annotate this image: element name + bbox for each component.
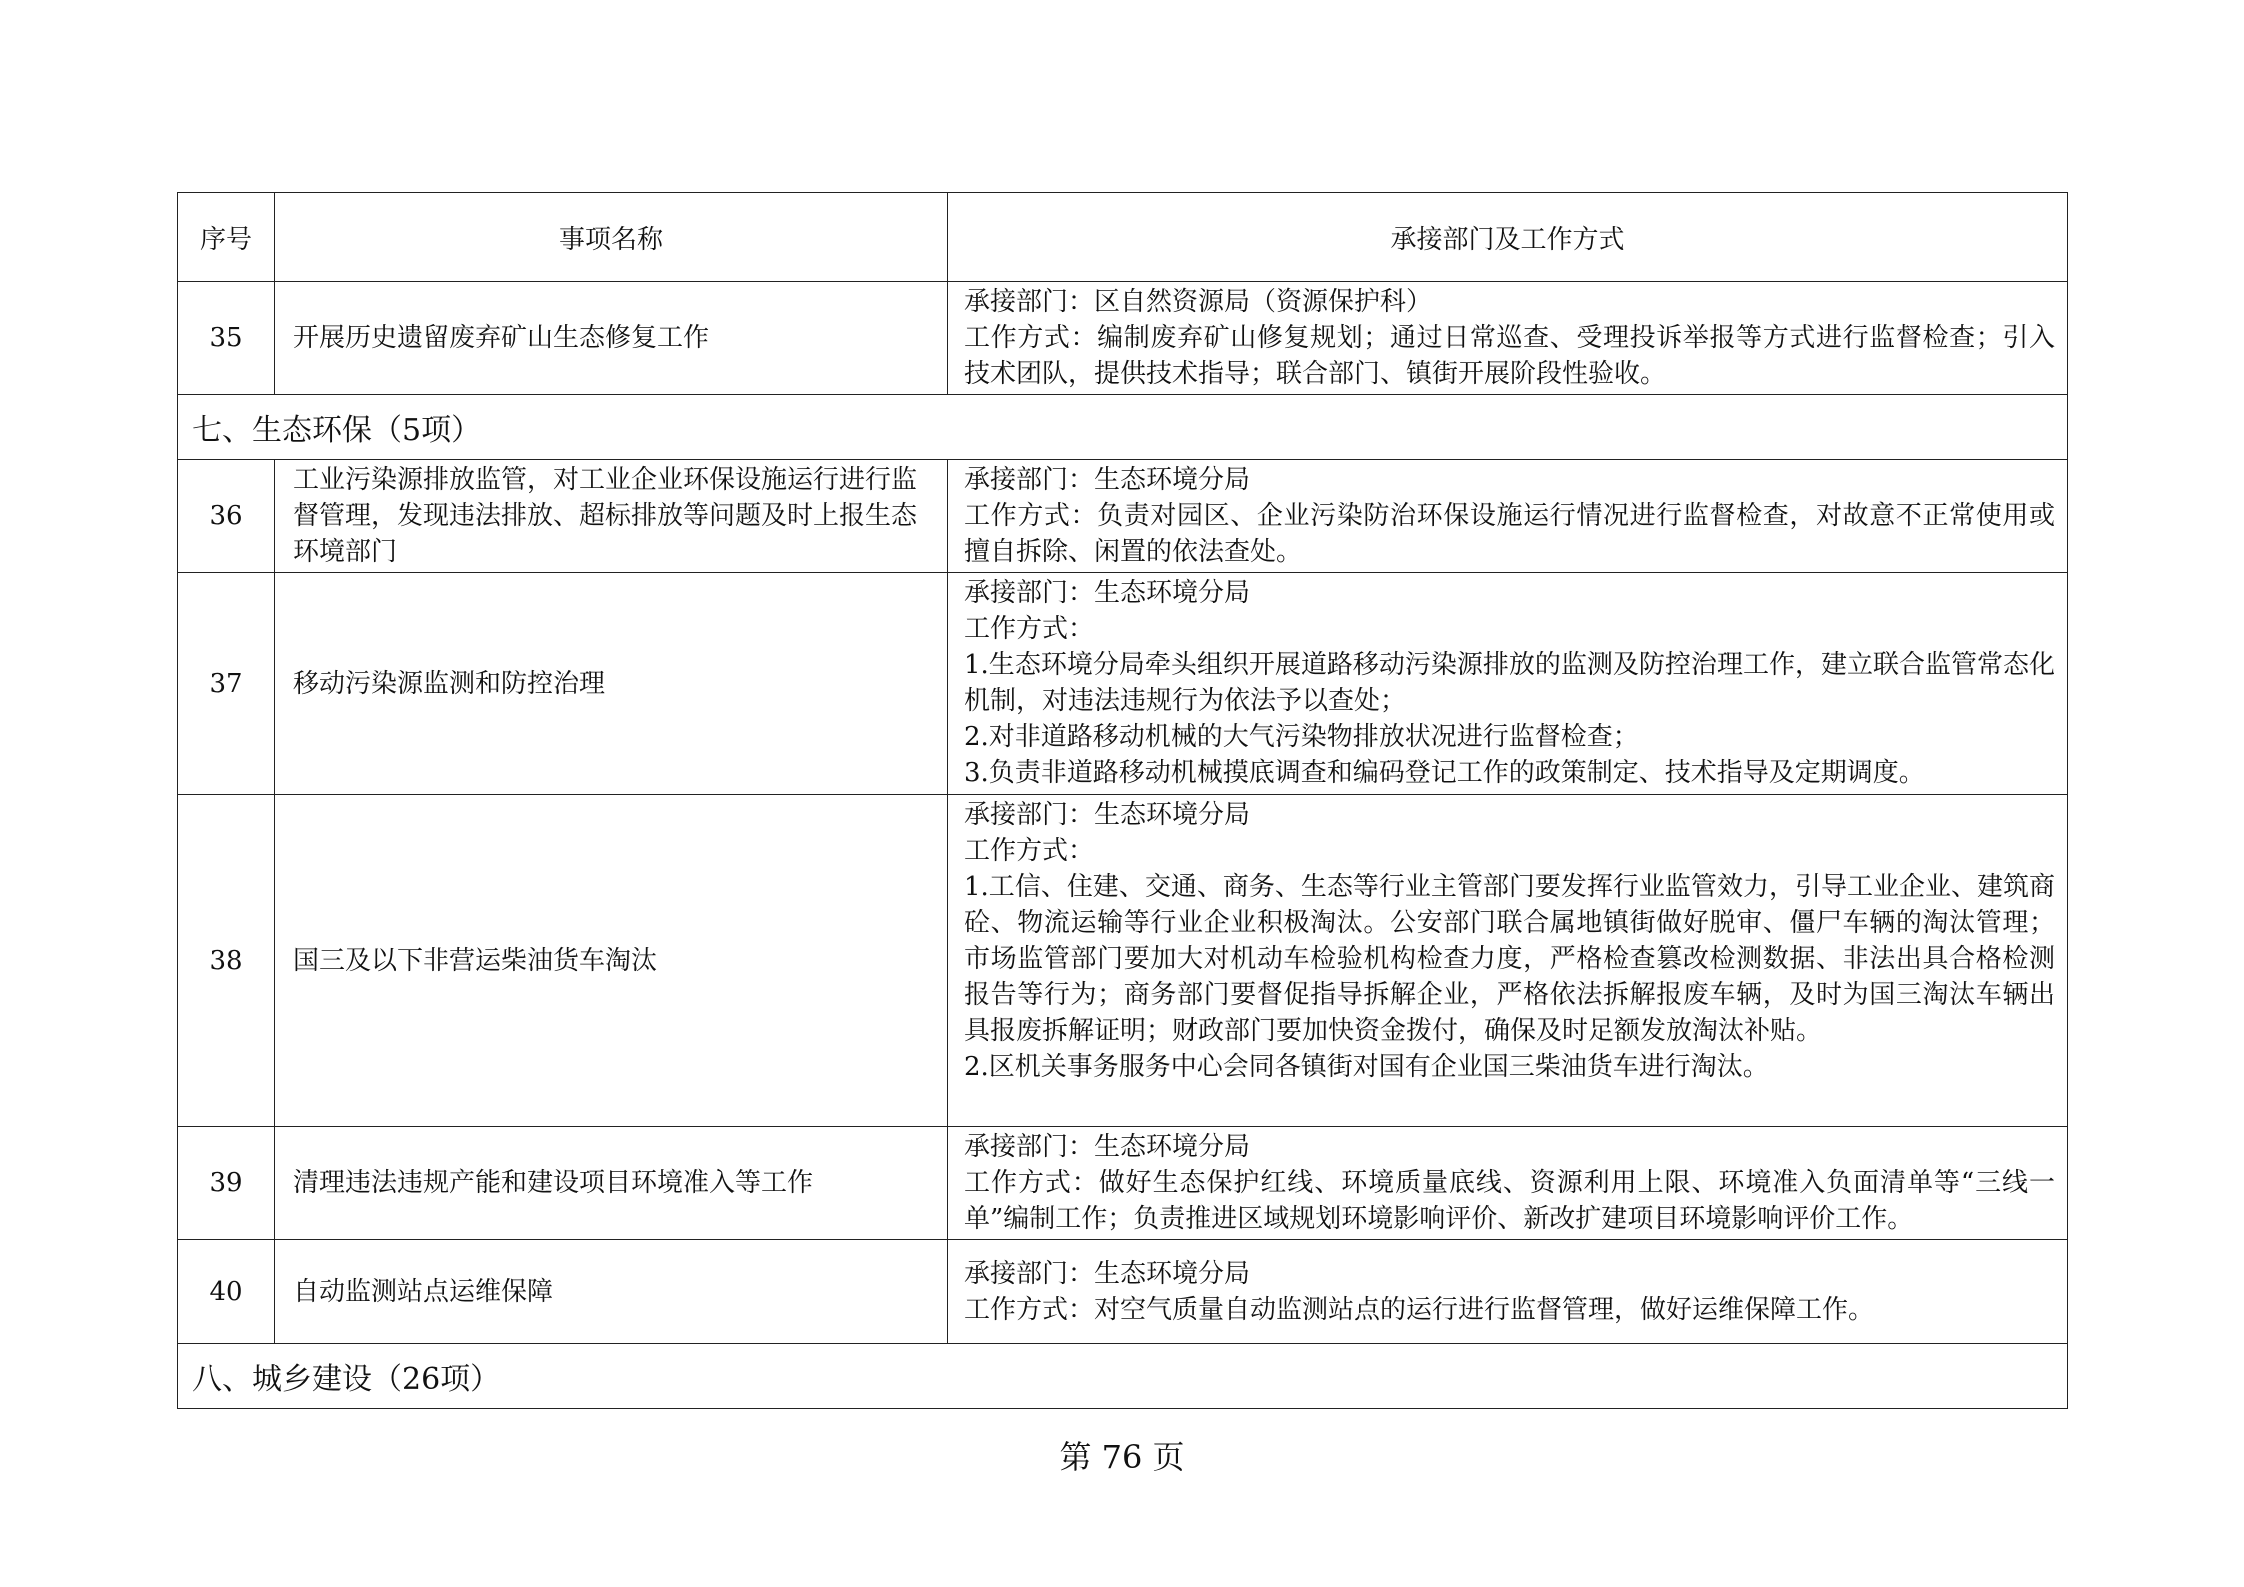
row-dept (948, 460, 2068, 573)
method-item: 2.区机关事务服务中心会同各镇街对国有企业国三柴油货车进行淘汰。 (964, 1052, 1769, 1082)
row-name: 移动污染源监测和防控治理 (275, 573, 948, 795)
row-name: 清理违法违规产能和建设项目环境准入等工作 (275, 1127, 948, 1240)
row-dept (948, 795, 2068, 1127)
row-dept (948, 1240, 2068, 1344)
method-line: 工作方式：对空气质量自动监测站点的运行进行监督管理，做好运维保障工作。 (964, 1295, 1875, 1325)
row-index: 35 (178, 282, 275, 395)
row-name: 国三及以下非营运柴油货车淘汰 (275, 795, 948, 1127)
method-item: 2.对非道路移动机械的大气污染物排放状况进行监督检查； (964, 722, 1639, 752)
method-line: 工作方式：负责对园区、企业污染防治环保设施运行情况进行监督检查，对故意不正常使用或擅自拆除、闲置的依法查处。 (964, 501, 2055, 567)
table-header-row (178, 193, 2068, 282)
row-dept (948, 1127, 2068, 1240)
section-row (178, 395, 2068, 460)
dept-line: 承接部门：生态环境分局 (964, 800, 1251, 830)
table-row (178, 795, 2068, 1127)
task-table (177, 192, 2068, 1409)
table-row (178, 282, 2068, 395)
dept-line: 承接部门：生态环境分局 (964, 465, 1251, 495)
table-row (178, 460, 2068, 573)
row-dept (948, 282, 2068, 395)
section-row (178, 1344, 2068, 1409)
page-number: 第 76 页 (1059, 1438, 1185, 1476)
method-item: 3.负责非道路移动机械摸底调查和编码登记工作的政策制定、技术指导及定期调度。 (964, 758, 1925, 788)
row-dept (948, 573, 2068, 795)
row-index: 37 (178, 573, 275, 795)
header-dept: 承接部门及工作方式 (948, 193, 2068, 282)
section-heading: 七、生态环保（5项） (178, 395, 2068, 460)
method-line: 工作方式： (964, 614, 1095, 644)
row-index: 36 (178, 460, 275, 573)
dept-line: 承接部门：生态环境分局 (964, 578, 1251, 608)
method-item: 1.工信、住建、交通、商务、生态等行业主管部门要发挥行业监管效力，引导工业企业、建筑商砼、物流运输等行业企业积极淘汰。公安部门联合属地镇街做好脱审、僵尸车辆的淘汰管理；市场监管部门要加大对机动车检验机构检查力度，严格检查篡改检测数据、非法出具合格检测报告等行为；商务部门要督促指导拆解企业，严格依法拆解报废车辆，及时为国三淘汰车辆出具报废拆解证明；财政部门要加快资金拨付，确保及时足额发放淘汰补贴。 (964, 872, 2055, 1046)
method-line: 工作方式：编制废弃矿山修复规划；通过日常巡查、受理投诉举报等方式进行监督检查；引入技术团队，提供技术指导；联合部门、镇街开展阶段性验收。 (964, 323, 2055, 389)
table-row (178, 1240, 2068, 1344)
method-line: 工作方式： (964, 836, 1095, 866)
method-item: 1.生态环境分局牵头组织开展道路移动污染源排放的监测及防控治理工作，建立联合监管常态化机制，对违法违规行为依法予以查处； (964, 650, 2055, 716)
dept-line: 承接部门：生态环境分局 (964, 1132, 1251, 1162)
table-row (178, 1127, 2068, 1240)
table-row (178, 573, 2068, 795)
header-name: 事项名称 (275, 193, 948, 282)
row-index: 39 (178, 1127, 275, 1240)
row-name: 开展历史遗留废弃矿山生态修复工作 (275, 282, 948, 395)
row-index: 38 (178, 795, 275, 1127)
header-index: 序号 (178, 193, 275, 282)
method-line: 工作方式：做好生态保护红线、环境质量底线、资源利用上限、环境准入负面清单等“三线一单”编制工作；负责推进区域规划环境影响评价、新改扩建项目环境影响评价工作。 (964, 1168, 2055, 1234)
dept-line: 承接部门：生态环境分局 (964, 1259, 1251, 1289)
row-index: 40 (178, 1240, 275, 1344)
row-name: 自动监测站点运维保障 (275, 1240, 948, 1344)
section-heading: 八、城乡建设（26项） (178, 1344, 2068, 1409)
row-name: 工业污染源排放监管，对工业企业环保设施运行进行监督管理，发现违法排放、超标排放等问题及时上报生态环境部门 (275, 460, 948, 573)
dept-line: 承接部门：区自然资源局（资源保护科） (964, 287, 1433, 317)
document-table-container (177, 192, 2067, 1409)
